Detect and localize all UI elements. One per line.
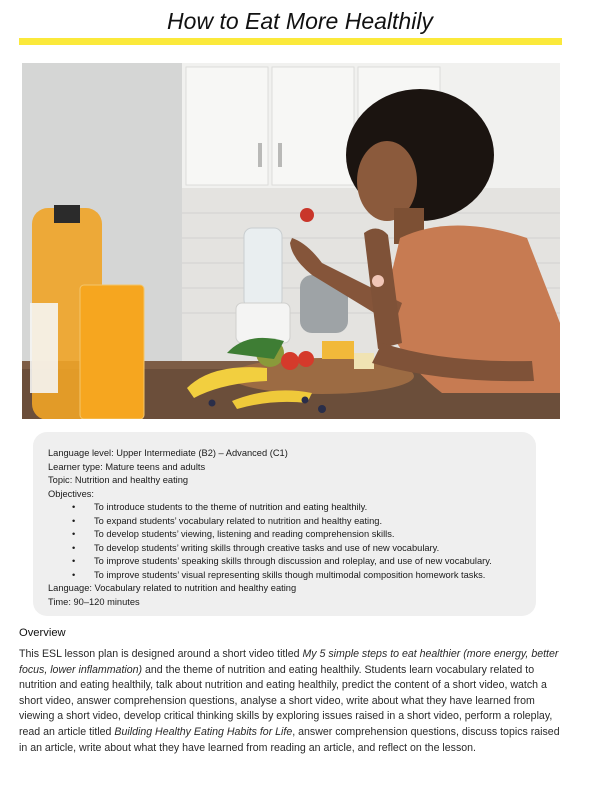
objective-text: To develop students’ writing skills through creative tasks and use of new vocabulary. bbox=[94, 542, 440, 553]
bullet-icon: • bbox=[72, 502, 76, 512]
objectives-heading bbox=[48, 488, 528, 502]
language-level-value: : Upper Intermediate (B2) – Advanced (C1) bbox=[111, 448, 288, 458]
objectives-list bbox=[48, 501, 528, 582]
objective-text: To improve students’ visual representing skills though multimodal composition homework tasks. bbox=[94, 569, 486, 580]
objective-text: To improve students’ speaking skills through discussion and roleplay, and use of new vocabulary. bbox=[94, 556, 492, 566]
language-row bbox=[48, 582, 528, 596]
learner-type-row bbox=[48, 461, 528, 475]
language-label: Language bbox=[48, 583, 90, 593]
article-title: Building Healthy Eating Habits for Life bbox=[114, 725, 293, 738]
objective-text: To expand students’ vocabulary related to nutrition and healthy eating. bbox=[94, 515, 383, 526]
language-level-row bbox=[48, 447, 528, 461]
title-underline bbox=[19, 38, 562, 45]
overview-text-1: This ESL lesson plan is designed around a short video titled bbox=[19, 648, 303, 660]
topic-value: : Nutrition and healthy eating bbox=[69, 475, 189, 485]
objectives-colon: : bbox=[91, 488, 94, 499]
overview-text-3: , answer comprehension questions, discuss topics raised in an article, write about what they have learned from reading an article, and reflect on the lesson. bbox=[19, 725, 560, 754]
objectives-label: Objectives bbox=[48, 488, 92, 499]
bullet-icon: • bbox=[72, 542, 76, 553]
objective-text: To develop students’ viewing, listening and reading comprehension skills. bbox=[94, 529, 395, 539]
list-item bbox=[48, 515, 528, 529]
lesson-info bbox=[48, 447, 528, 609]
list-item bbox=[48, 555, 528, 569]
overview-paragraph bbox=[19, 647, 564, 756]
bullet-icon: • bbox=[72, 515, 76, 526]
hero-photo bbox=[22, 63, 560, 419]
time-label: Time bbox=[48, 596, 69, 607]
learner-type-label: Learner type bbox=[48, 461, 101, 472]
language-value: : Vocabulary related to nutrition and healthy eating bbox=[89, 583, 297, 593]
bullet-icon: • bbox=[72, 569, 76, 580]
objective-text: To introduce students to the theme of nutrition and eating healthily. bbox=[94, 502, 368, 512]
language-level-label: Language level bbox=[48, 448, 112, 458]
bullet-icon: • bbox=[72, 556, 76, 566]
woman-eating-fruit-photo bbox=[22, 63, 560, 419]
time-value: : 90–120 minutes bbox=[68, 596, 140, 607]
time-row bbox=[48, 596, 528, 610]
page-title: How to Eat More Healthily bbox=[167, 8, 433, 34]
video-title: My 5 simple steps to eat healthier (more energy, better focus, lower inflammation) bbox=[19, 648, 559, 676]
overview-text-2: and the theme of nutrition and eating healthily. Students learn vocabulary related to nutrition and eating healthily, talk about nutrition and eating healthily, predict the content of a short video, watch a short video, answer comprehension questions, analyse a short video, write about what they have learned from viewing a short video, develop critical thinking skills by exploring issues raised in a short video, perform a roleplay, read an article titled bbox=[19, 663, 553, 738]
learner-type-value: : Mature teens and adults bbox=[100, 461, 206, 472]
topic-label: Topic bbox=[48, 475, 70, 485]
overview-heading: Overview bbox=[19, 627, 66, 639]
list-item bbox=[48, 501, 528, 515]
list-item bbox=[48, 528, 528, 542]
list-item bbox=[48, 542, 528, 556]
bullet-icon: • bbox=[72, 529, 76, 539]
list-item bbox=[48, 569, 528, 583]
topic-row bbox=[48, 474, 528, 488]
